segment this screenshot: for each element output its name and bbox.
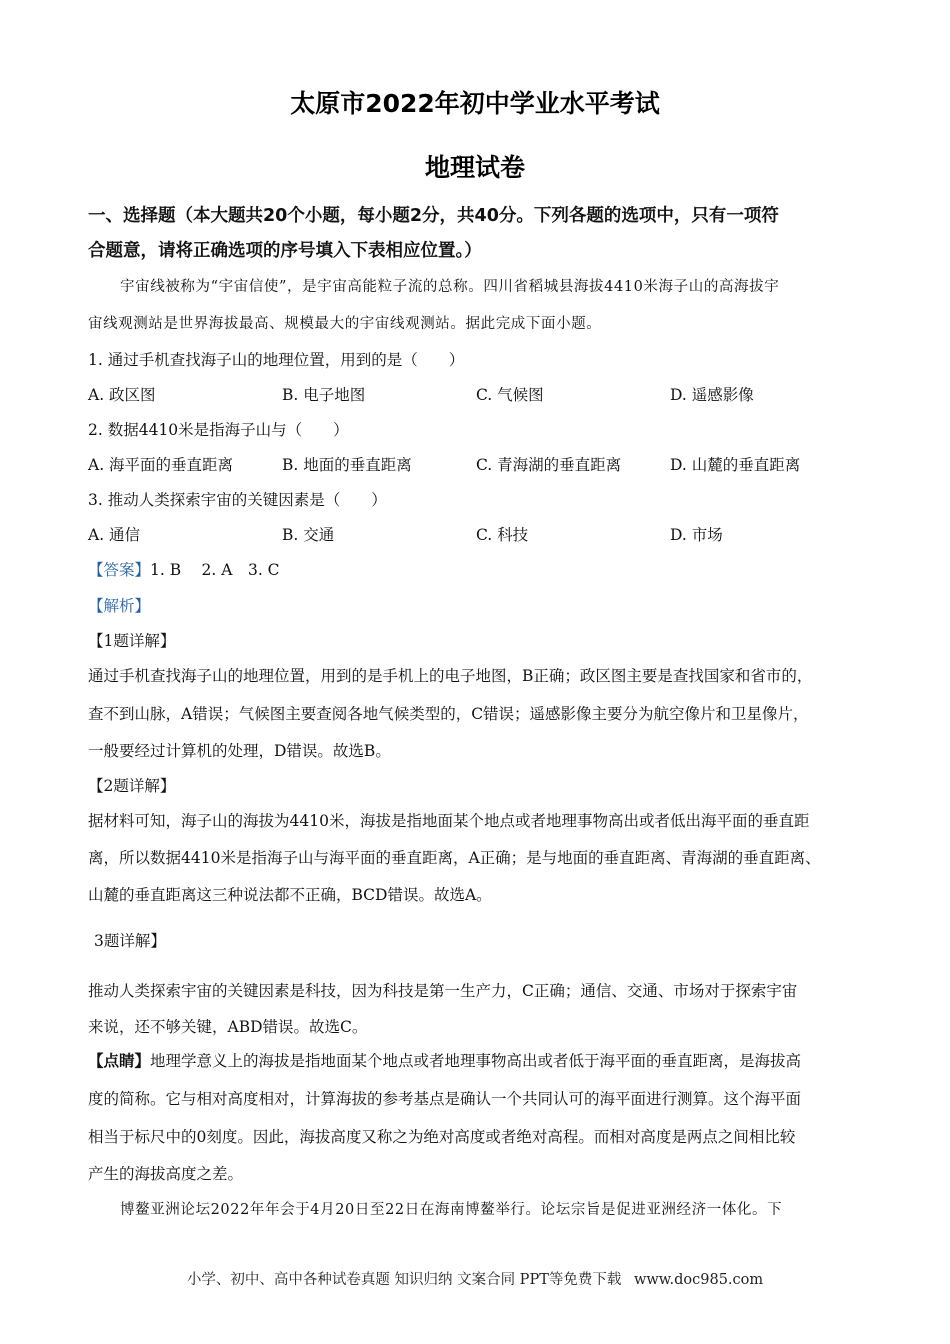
dianjing-line: 相当于标尺中的0刻度。因此，海拔高度又称之为绝对高度或者绝对高程。而相对高度是两点之间相比较 xyxy=(88,1128,796,1146)
detail-1-line: 通过手机查找海子山的地理位置，用到的是手机上的电子地图，B正确；政区图主要是查找国家和省市的， xyxy=(88,667,813,685)
question-1-option-b: B. 电子地图 xyxy=(282,386,366,404)
question-1-option-c: C. 气候图 xyxy=(476,386,544,404)
dianjing-text: 地理学意义上的海拔是指地面某个地点或者地理事物高出或者低于海平面的垂直距离，是海拔高 xyxy=(150,1052,802,1070)
dianjing-line: 产生的海拔高度之差。 xyxy=(88,1165,244,1183)
question-3-option-d: D. 市场 xyxy=(670,526,723,544)
dianjing-line xyxy=(88,1050,870,1072)
answer-tag: 【答案】 xyxy=(88,561,151,579)
answer-line xyxy=(88,559,870,581)
question-1-option-d: D. 遥感影像 xyxy=(670,386,754,404)
material-1-line2: 宙线观测站是世界海拔最高、规模最大的宇宙线观测站。据此完成下面小题。 xyxy=(88,316,602,332)
question-2-option-d: D. 山麓的垂直距离 xyxy=(670,456,801,474)
material-1-line1: 宇宙线被称为“宇宙信使”，是宇宙高能粒子流的总称。四川省稻城县海拔4410米海子山的高海拔宇 xyxy=(120,279,780,295)
detail-2-line: 山麓的垂直距离这三种说法都不正确，BCD错误。故选A。 xyxy=(88,886,492,904)
question-2-option-b: B. 地面的垂直距离 xyxy=(282,456,412,474)
detail-1-line: 一般要经过计算机的处理，D错误。故选B。 xyxy=(88,742,391,760)
analysis-tag: 【解析】 xyxy=(88,597,151,615)
detail-3-line: 来说，还不够关键，ABD错误。故选C。 xyxy=(88,1018,368,1036)
detail-1-line: 查不到山脉，A错误；气候图主要查阅各地气候类型的，C错误；遥感影像主要分为航空像片和卫星像片， xyxy=(88,705,809,723)
question-3-option-c: C. 科技 xyxy=(476,526,529,544)
detail-2-line: 据材料可知，海子山的海拔为4410米，海拔是指地面某个地点或者地理事物高出或者低出海平面的垂直距 xyxy=(88,812,810,830)
question-2-option-a: A. 海平面的垂直距离 xyxy=(88,456,234,474)
section-heading-line1: 一、选择题（本大题共20个小题，每小题2分，共40分。下列各题的选项中，只有一项符 xyxy=(88,206,779,226)
question-3-stem: 3. 推动人类探索宇宙的关键因素是（ ） xyxy=(88,491,387,509)
detail-1-tag: 【1题详解】 xyxy=(88,632,176,650)
question-1-stem: 1. 通过手机查找海子山的地理位置，用到的是（ ） xyxy=(88,351,465,369)
dianjing-tag: 【点睛】 xyxy=(88,1051,151,1070)
detail-2-line: 离，所以数据4410米是指海子山与海平面的垂直距离，A正确；是与地面的垂直距离、青海湖的垂直距离、 xyxy=(88,849,821,867)
answer-text: 1. B 2. A 3. C xyxy=(150,561,280,579)
page-footer xyxy=(0,1268,950,1289)
detail-2-tag: 【2题详解】 xyxy=(88,777,176,795)
question-2-stem: 2. 数据4410米是指海子山与（ ） xyxy=(88,421,349,439)
question-3-option-b: B. 交通 xyxy=(282,526,335,544)
detail-3-line: 推动人类探索宇宙的关键因素是科技，因为科技是第一生产力，C正确；通信、交通、市场对于探索宇宙 xyxy=(88,982,798,1000)
section-heading-line2: 合题意，请将正确选项的序号填入下表相应位置。） xyxy=(88,241,482,261)
detail-3-tag: 3题详解】 xyxy=(94,932,166,950)
dianjing-line: 度的简称。它与相对高度相对，计算海拔的参考基点是确认一个共同认可的海平面进行测算。这个海平面 xyxy=(88,1090,802,1108)
question-3-option-a: A. 通信 xyxy=(88,526,141,544)
question-2-option-c: C. 青海湖的垂直距离 xyxy=(476,456,622,474)
footer-text: 小学、初中、高中各种试卷真题 知识归纳 文案合同 PPT等免费下载 xyxy=(186,1272,622,1288)
footer-url[interactable]: www.doc985.com xyxy=(633,1272,764,1288)
material-2-line: 博鳌亚洲论坛2022年年会于4月20日至22日在海南博鳌举行。论坛宗旨是促进亚洲经济一体化。下 xyxy=(120,1202,783,1218)
exam-subtitle: 地理试卷 xyxy=(424,153,525,182)
exam-title: 太原市2022年初中学业水平考试 xyxy=(290,89,660,118)
question-1-option-a: A. 政区图 xyxy=(88,386,156,404)
